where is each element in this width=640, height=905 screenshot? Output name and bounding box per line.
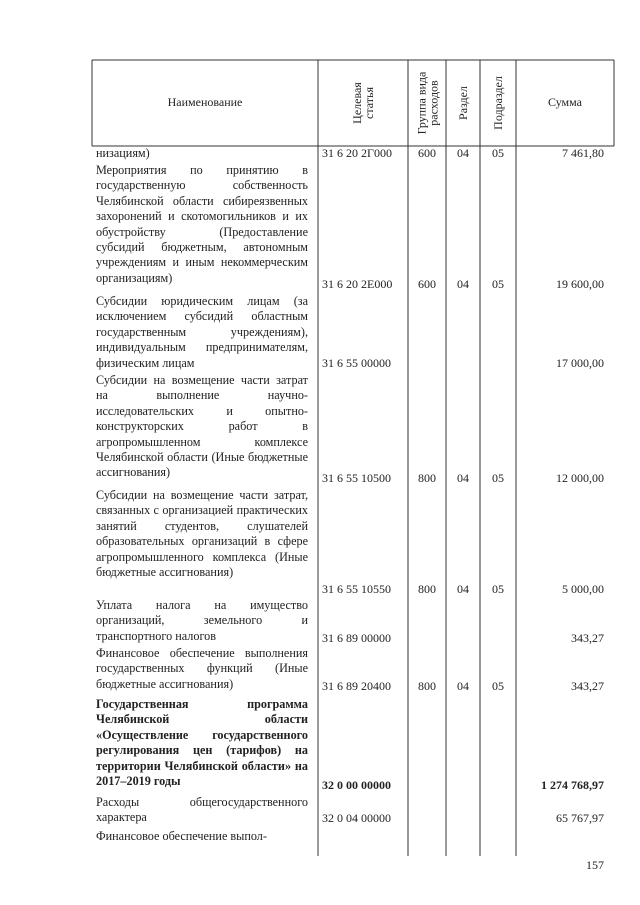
header-sum: Сумма: [548, 95, 582, 109]
row-section: 04: [457, 679, 469, 693]
row-target: 31 6 89 20400: [322, 679, 391, 693]
row-target: 32 0 04 00000: [322, 811, 391, 825]
row-sum: 17 000,00: [556, 356, 604, 370]
row-sum: 5 000,00: [562, 582, 604, 596]
header-section-wrap: [446, 60, 480, 146]
row-name: Уплата налога на имущество организаций, земельного и транспортного налогов: [96, 598, 308, 643]
row-target: 31 6 20 2Г000: [322, 146, 392, 160]
row-target: 31 6 89 00000: [322, 631, 391, 645]
row-sum: 1 274 768,97: [541, 778, 604, 792]
row-target: 31 6 55 00000: [322, 356, 391, 370]
header-target: Целевая статья: [350, 82, 376, 124]
row-subsection: 05: [492, 582, 504, 596]
row-section: 04: [457, 471, 469, 485]
header-group: [415, 72, 439, 135]
row-group: 600: [418, 277, 436, 291]
row-group: 800: [418, 582, 436, 596]
header-target-wrap: [318, 60, 408, 146]
row-sum: 343,27: [571, 679, 604, 693]
row-subsection: 05: [492, 277, 504, 291]
row-name: низациям): [96, 146, 150, 160]
row-section: 04: [457, 582, 469, 596]
row-group: 600: [418, 146, 436, 160]
page-number: 157: [586, 858, 604, 872]
row-subsection: 05: [492, 679, 504, 693]
header-subsection: Подраздел: [491, 76, 506, 130]
row-sum: 65 767,97: [556, 811, 604, 825]
row-sum: 12 000,00: [556, 471, 604, 485]
row-subsection: 05: [492, 471, 504, 485]
row-section: 04: [457, 277, 469, 291]
row-name: Субсидии на возмещение части затрат на выполнение научно-исследовательских и опытно-конструкторских работ в агропромышленном комплексе Челябинской области (Иные бюджетные ассигнования): [96, 373, 308, 480]
row-subsection: 05: [492, 146, 504, 160]
header-group-line1: Группа вида: [414, 71, 428, 135]
row-target: 31 6 20 2Е000: [322, 277, 393, 291]
row-name: Финансовое обеспечение выполнения государственных функций (Иные бюджетные ассигнования): [96, 646, 308, 691]
row-name: Финансовое обеспечение выпол-: [96, 829, 267, 843]
row-name: Мероприятия по принятию в государственную собственность Челябинской области сибиреязвенных захоронений и скотомогильников и их обустройству (Предоставление субсидий бюджетным, автономным учреждениям и иным некоммерческим организациям): [96, 163, 308, 285]
header-group-line2: расходов: [426, 80, 440, 126]
row-sum: 19 600,00: [556, 277, 604, 291]
row-sum: 7 461,80: [562, 146, 604, 160]
row-group: 800: [418, 471, 436, 485]
row-section: 04: [457, 146, 469, 160]
header-group-wrap: [408, 60, 446, 146]
row-name: Субсидии на возмещение части затрат, связанных с организацией практических занятий студентов, слушателей образовательных организаций в сфере агропромышленного комплекса (Иные бюджетные ассигнования): [96, 488, 308, 580]
header-section: Раздел: [455, 86, 470, 120]
row-target: 31 6 55 10550: [322, 582, 391, 596]
header-subsection-wrap: [480, 60, 516, 146]
row-name: Расходы общегосударственного характера: [96, 795, 308, 825]
row-name: Субсидии юридическим лицам (за исключением субсидий областным государственным учреждениям), индивидуальным предпринимателям, физическим лицам: [96, 294, 308, 370]
row-group: 800: [418, 679, 436, 693]
row-target: 32 0 00 00000: [322, 778, 391, 792]
row-name: Государственная программа Челябинской области «Осуществление государственного регулирования цен (тарифов) на территории Челябинской области» на 2017–2019 годы: [96, 697, 308, 789]
row-target: 31 6 55 10500: [322, 471, 391, 485]
header-name: Наименование: [167, 95, 243, 109]
row-sum: 343,27: [571, 631, 604, 645]
